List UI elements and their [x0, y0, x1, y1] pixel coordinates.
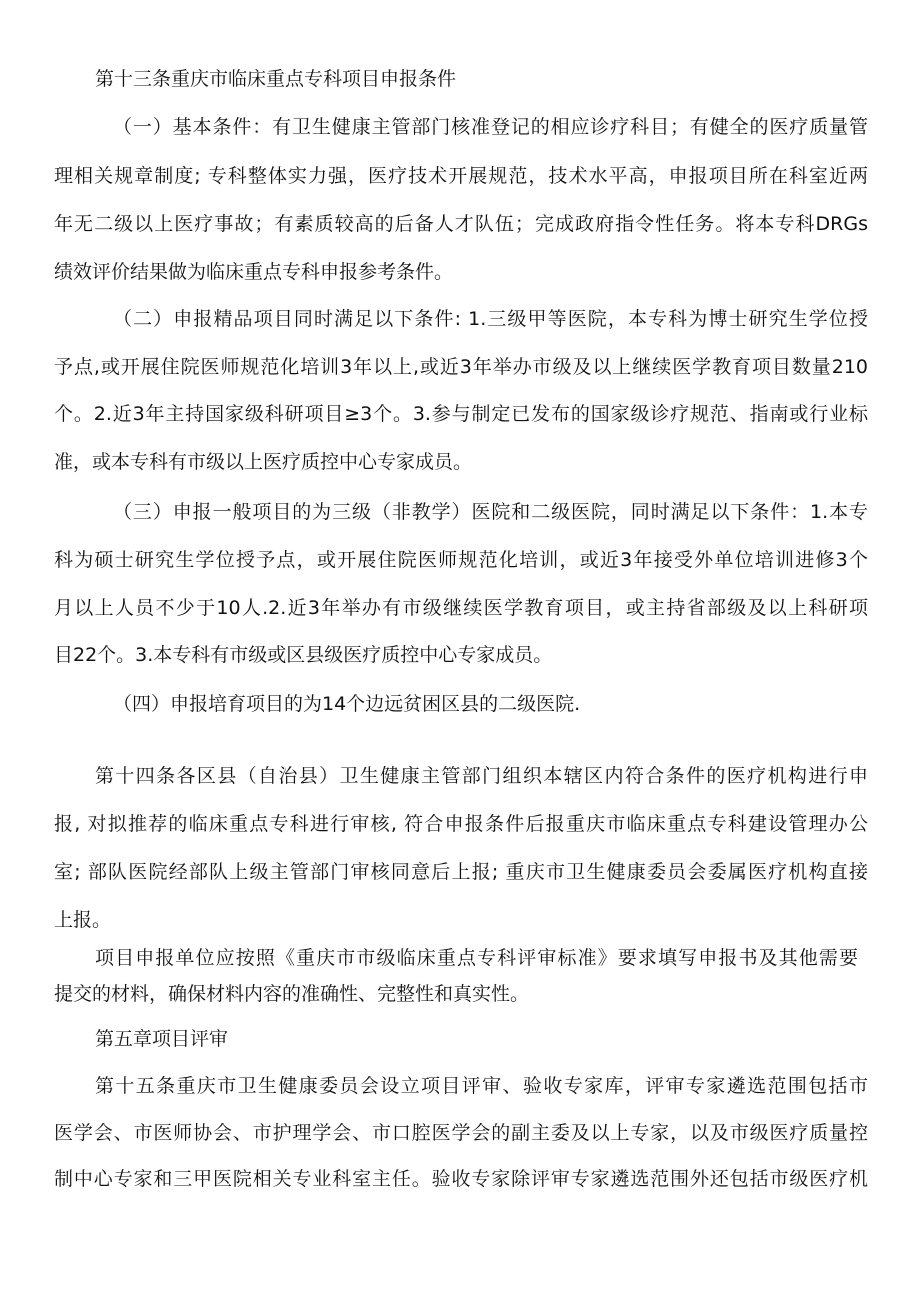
text-line: 项目申报单位应按照《重庆市市级临床重点专科评审标准》要求填写申报书及其他需要 — [95, 947, 858, 969]
text-line: 目22个。3.本专科有市级或区县级医疗质控中心专家成员。 — [54, 644, 553, 666]
text-line: （四）申报培育项目的为14个边远贫困区县的二级医院. — [113, 693, 581, 715]
text-line: 提交的材料，确保材料内容的准确性、完整性和真实性。 — [54, 983, 530, 1005]
text-line: 月以上人员不少于10人.2.近3年举办有市级继续医学教育项目，或主持省部级及以上科研项 — [54, 597, 868, 619]
text-line: 理相关规章制度; 专科整体实力强，医疗技术开展规范，技术水平高，申报项目所在科室近两 — [54, 165, 868, 187]
text-line: 报, 对拟推荐的临床重点专科进行审核, 符合申报条件后报重庆市临床重点专科建设管理办公 — [54, 813, 868, 835]
article-13-heading: 第十三条重庆市临床重点专科项目申报条件 — [95, 68, 457, 90]
text-line: （二）申报精品项目同时满足以下条件: 1.三级甲等医院，本专科为博士研究生学位授 — [113, 308, 868, 330]
text-line: 年无二级以上医疗事故；有素质较高的后备人才队伍；完成政府指令性任务。将本专科DRGs — [54, 213, 868, 235]
text-line: 室; 部队医院经部队上级主管部门审核同意后上报; 重庆市卫生健康委员会委属医疗机构直接 — [54, 861, 868, 883]
text-line: 制中心专家和三甲医院相关专业科室主任。验收专家除评审专家遴选范围外还包括市级医疗机 — [54, 1168, 868, 1190]
text-line: 医学会、市医师协会、市护理学会、市口腔医学会的副主委及以上专家，以及市级医疗质量控 — [54, 1122, 868, 1144]
text-line: 个。2.近3年主持国家级科研项目≥3个。3.参与制定已发布的国家级诊疗规范、指南或行业标 — [54, 403, 868, 425]
article-14-line: 第十四条各区县（自治县）卫生健康主管部门组织本辖区内符合条件的医疗机构进行申 — [95, 765, 868, 787]
text-line: 科为硕士研究生学位授予点，或开展住院医师规范化培训，或近3年接受外单位培训进修3个 — [54, 549, 868, 571]
chapter-5-heading: 第五章项目评审 — [95, 1028, 229, 1050]
text-line: （一）基本条件：有卫生健康主管部门核准登记的相应诊疗科目；有健全的医疗质量管 — [113, 116, 868, 138]
text-line: 上报。 — [54, 909, 112, 931]
text-line: （三）申报一般项目的为三级（非教学）医院和二级医院，同时满足以下条件：1.本专 — [113, 501, 868, 523]
article-15-line: 第十五条重庆市卫生健康委员会设立项目评审、验收专家库，评审专家遴选范围包括市 — [95, 1075, 868, 1097]
text-line: 绩效评价结果做为临床重点专科申报参考条件。 — [54, 261, 454, 283]
text-line: 准，或本专科有市级以上医疗质控中心专家成员。 — [54, 451, 473, 473]
text-line: 予点,或开展住院医师规范化培训3年以上,或近3年举办市级及以上继续医学教育项目数量210 — [54, 356, 868, 378]
